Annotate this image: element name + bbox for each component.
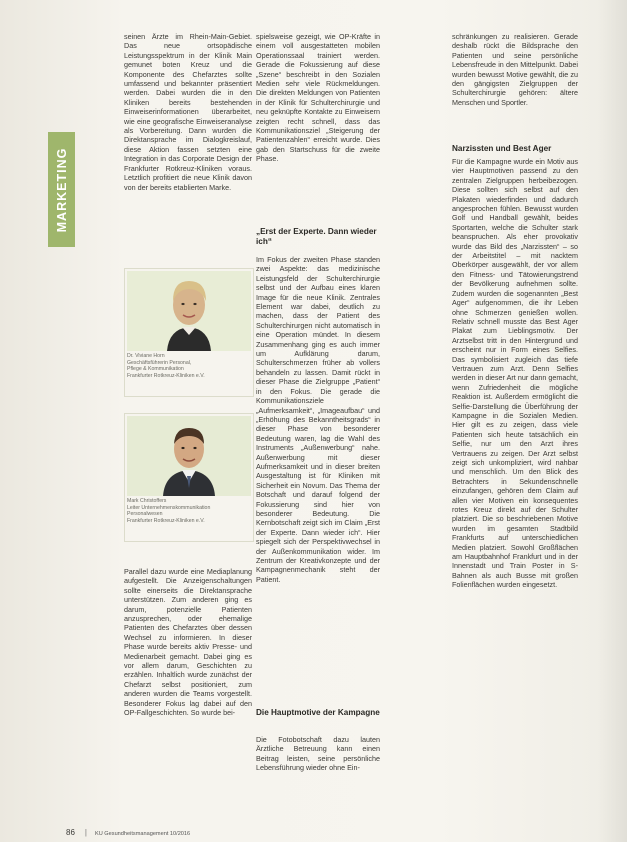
page-footer	[66, 828, 190, 837]
portrait-caption-1: Dr. Viviane Horn Geschäftsführerin Personal, Pflege & Kommunikation Frankfurter Rotkreuz-Kliniken e.V.	[127, 353, 205, 379]
portrait-woman-photo	[127, 271, 251, 351]
publication-name: KU Gesundheitsmanagement 10/2016	[94, 831, 191, 837]
page-number: 86	[66, 828, 75, 837]
column2-middle-text: Im Fokus der zweiten Phase standen zwei Aspekte: das medizinische Leistungsfeld der Schulterchirurgie selbst und der Aufbau eines klaren Image für die neue Klinik. Zentrales Element war dabei, deutlich zu machen, dass der Patient des Schulterchirurgen nicht automatisch in eine Operation mündet. In diesem Zusammenhang ging es auch immer um Aufklärung darum, Schulterschmerzen früher ab vollers behandeln zu lassen. Damit rückt in dieser Phase die Zielgruppe „Patient“ in den Fokus. Die gerade die Kommunikationsziele „Aufmerksamkeit“, „Imageaufbau“ und „Erhöhung des Bekanntheitsgrads“ in dieser Phase von besonderer Bedeutung waren, lag die Wahl des Instruments „Außenwerbung“ nahe. Außenwerbung mit dieser Aufmerksamkeit und in dieser breiten Ausgestaltung ist für Kliniken mit Sicherheit ein Novum. Das Thema der Botschaft und darauf folgend der Fokussierung sind hier von besonderer Bedeutung. Die Kernbotschaft zeigt sich im Claim „Erst der Experte. Dann wieder ich“. Hier spiegelt sich der Perspektivwechsel in der Außenkommunikation wider. Im Zentrum der Kreativkonzepte und der Kampagnenmechanik steht der Patient.	[256, 255, 380, 584]
column3-body-text: Für die Kampagne wurde ein Motiv aus vier Hauptmotiven passend zu den zentralen Zielgruppen herbeibezogen. Diese sollten sich selbst auf den Plakaten wiederfinden und dadurch angesprochen fühlen. Bewusst wurden Golf und Handball gewählt, beides Sportarten, welche die Schulter stark beanspruchen. Als eher provokativ wurde das Bild des „Narzissten“ – so der Arbeitstitel – mit nacktem Oberkörper ausgewählt, der vor allem den Fitness- und Tätowierungstrend der Bevölkerung aufnehmen sollte. Zudem wurden die sogenannten „Best Ager“ aufgenommen, die ihr Leben ohne Schmerzen genießen wollen. Relativ schnell musste das Best Ager Plakat zum Lieblingsmotiv. Der Arztselbst tritt in den Hintergrund und erscheint nur in Form eines Selfies. Das symbolisiert zugleich das tiefe Vertrauen zum Arzt. Denn Selfies werden in dieser Art nur dann gemacht, wenn Zufriedenheit die mögliche Reaktion ist. Außerdem ermöglicht die Selfie-Darstellung die Überführung der Kampagne in die Sozialen Medien. Hier gilt es zu zeigen, dass viele Patienten sich heute tatsächlich ein Selfie, nur um den Arzt ihres Vertrauens zu zeigen. Der Arzt selbst zeigt sich unkompliziert, wird nahbar und menschlich. Um den Blick des Betrachters in Sekundenschnelle einzufangen, gehören dem Claim auf allen vier Motiven ein konsequentes rotes Kreuz direkt auf der Schulter platziert. Die so beschriebenen Motive wurden im gesamten Stadtbild Frankfurts auf unterschiedlichen Medien platziert. Sowohl Großflächen am Hauptbahnhof Frankfurt und in der Innenstadt und Train Poster in S-Bahnen als auch Busse mit großen Folienflächen wurden eingesetzt.	[452, 157, 578, 590]
page-edge-shadow	[597, 0, 627, 842]
portrait-card-2	[124, 413, 254, 542]
column2-bottom-text: Die Fotobotschaft dazu lauten Ärztliche Betreuung kann einen Beitrag leisten, seine persönliche Lebensführung wieder ohne Ein-	[256, 735, 380, 773]
column1-top-text: seinen Ärzte im Rhein-Main-Gebiet. Das neue ortsopädische Leistungsspektrum in der Klinik Main gemunet boten Kreuz und die Komponente des Chefarztes sollte umfassend und bekannter präsentiert werden. Dabei wurden die in den Kliniken bereits bestehenden Einweiserinformationen überarbeitet, wie eine geografische Einweiseranalyse als Vorbereitung. Dann wurden die Direktansprache im Dialogkreislauf, diese Aktion fassen setzten eine Integration in das Corporate Design der Frankfurter Rotkreuz-Kliniken voraus. Letztlich profitiert die neue Klinik davon von der bereits etablierten Marke.	[124, 32, 252, 192]
heading-main-motifs: Die Hauptmotive der Kampagne	[256, 708, 380, 717]
heading-expert-claim: „Erst der Experte. Dann wieder ich“	[256, 227, 377, 246]
portrait-card-1	[124, 268, 254, 397]
footer-separator: |	[84, 828, 87, 837]
column2-top-text: spielsweise gezeigt, wie OP-Kräfte in einem voll ausgestatteten mobilen Operationssaal trainiert werden. Gerade die Fokussierung auf diese „Szene“ beschreibt in den Sozialen Medien sehr viele Rückmeldungen. Die direkten Meldungen von Patienten in der Klinik für Schulterchirurgie und neu geknüpfte Kontakte zu Einweisern zeigten recht schnell, dass das Kommunikationsziel „Steigerung der Patientenzahlen“ erreicht wurde. Dies gab den Startschuss für die zweite Phase.	[256, 32, 380, 164]
section-label: MARKETING	[54, 147, 69, 232]
column1-bottom-text: Parallel dazu wurde eine Mediaplanung aufgestellt. Die Anzeigenschaltungen sollte einerseits die Direktansprache unterstützen. Zum anderen ging es darum, potenzielle Patienten anzusprechen, oder ehemalige Patienten des Chefarztes über dessen Wechsel zu informieren. In dieser Phase wurde bereits aktiv Presse- und Medienarbeit gemacht. Dabei ging es vor allem darum, Geschichten zu erzählen. Inhaltlich wurde zunächst der Chefarzt selbst positioniert, zum anderen wurden die Teams vorgestellt. Besonderer Fokus lag dabei auf den OP-Fallgeschichten. So wurde bei-	[124, 567, 252, 718]
section-tab	[48, 132, 75, 247]
portrait-caption-2: Mark Christoffers Leiter Unternehmenskommunikation Personalwesen Frankfurter Rotkreuz-Kliniken e.V.	[127, 498, 211, 524]
portrait-man-photo	[127, 416, 251, 496]
column3-top-text: schränkungen zu realisieren. Gerade deshalb rückt die Bildsprache den Patienten und seine persönliche Lebensfreude in den Mittelpunkt. Dabei wurden bewusst Motive gewählt, die zu den gängigsten Zielgruppen der Schulterchirurgie gehören: ältere Menschen und Sportler.	[452, 32, 578, 107]
heading-narcissists: Narzissten und Best Ager	[452, 144, 552, 153]
